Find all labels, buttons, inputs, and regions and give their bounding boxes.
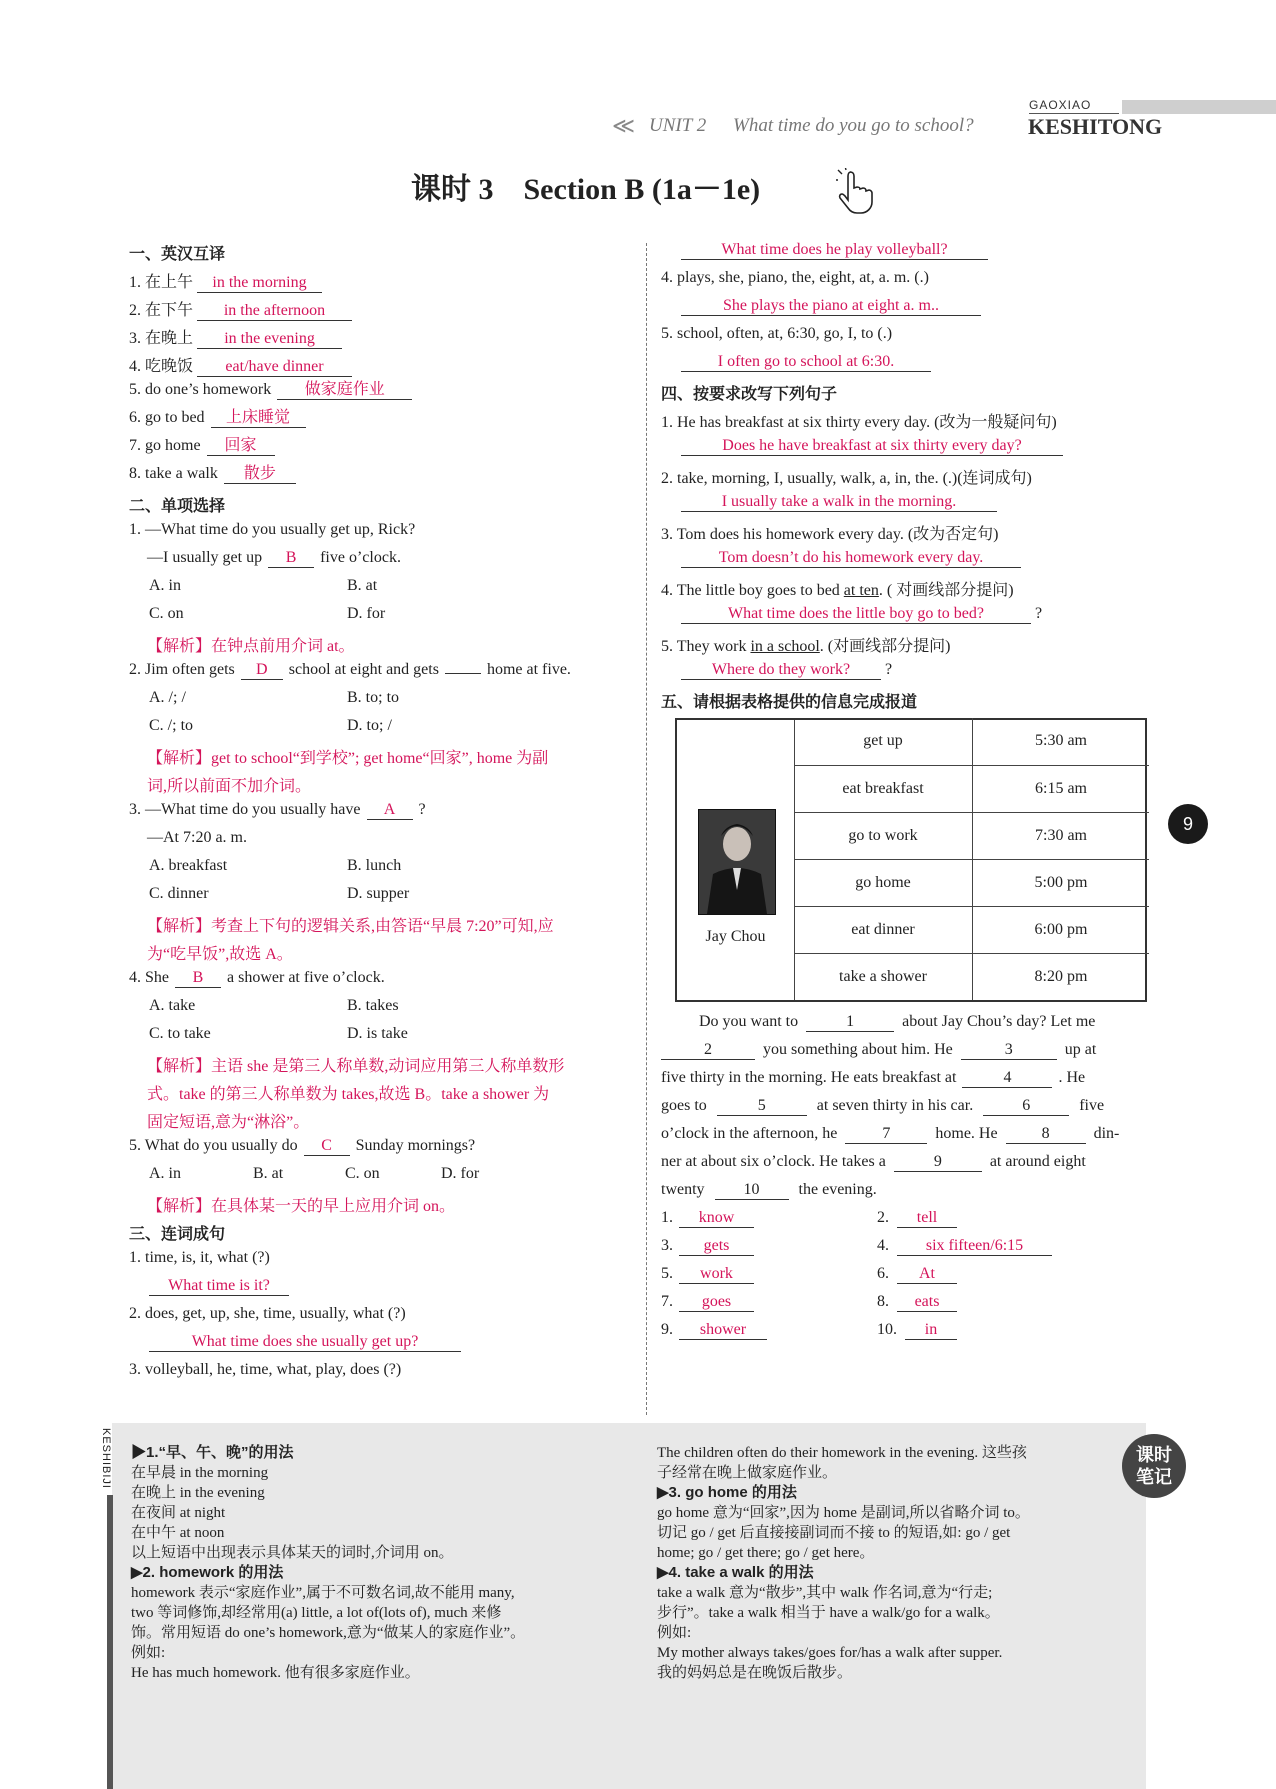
brand-small: GAOXIAO [1029, 98, 1092, 112]
notes-badge: 课时 笔记 [1122, 1434, 1186, 1498]
section5-title: 五、请根据表格提供的信息完成报道 [661, 694, 918, 711]
brand: KESHITONG [1028, 114, 1163, 139]
time-cell: 5:00 pm [973, 859, 1150, 906]
person-name: Jay Chou [705, 928, 766, 945]
option: C. on [149, 605, 184, 622]
answer-blank: I often go to school at 6:30. [681, 353, 931, 372]
answer-blank: 散步 [224, 465, 296, 484]
time-cell: 7:30 am [973, 812, 1150, 859]
blank: 4 [962, 1069, 1052, 1088]
option: D. supper [347, 885, 410, 902]
answer-item: 1. know [661, 1209, 754, 1228]
s4-question: 4. The little boy goes to bed at ten. ( 对画线部分提问) [661, 582, 1014, 599]
answer-blank: B [175, 969, 221, 988]
option: B. at [347, 577, 378, 594]
section1-title: 一、英汉互译 [129, 246, 226, 263]
time-cell: 8:20 pm [973, 953, 1150, 1000]
s4-question: 1. He has breakfast at six thirty every day. (改为一般疑问句) [661, 414, 1057, 431]
option: C. on [345, 1165, 380, 1182]
option: C. to take [149, 1025, 211, 1042]
answer-blank: Where do they work? [681, 661, 881, 680]
s1-item: 8. take a walk 散步 [129, 465, 296, 484]
notes-right: The children often do their homework in the evening. 这些孩 子经常在晚上做家庭作业。 ▶3. go home 的用法 go home 意为“回家”,因为 home 是副词,所以省略介词 to。 切记 go / get 后直接接副词而不接 to 的短语,如: go / get home; go / get there; go / get here。 ▶4. take a walk 的用法 take a walk 意为“散步”,其中 walk 作名词,意为“行走; 步行”。take a walk 相当于 have a walk/go for a walk。 例如: My mother always takes/goes for/has a walk after supper. 我的妈妈总是在晚饭后散步。 [657, 1445, 1030, 1681]
answer-blank: 上床睡觉 [211, 409, 306, 428]
unit-label: UNIT 2 [649, 115, 707, 136]
answer-blank: A [367, 801, 413, 820]
activity-cell: eat dinner [794, 906, 973, 953]
answer-blank: in the afternoon [197, 302, 352, 321]
answer-blank: She plays the piano at eight a. m.. [681, 297, 981, 316]
explanation: 式。take 的第三人称单数为 takes,故选 B。take a shower 为 [147, 1086, 550, 1103]
answer-blank: What time is it? [149, 1277, 289, 1296]
s1-item: 2. 在下午 in the afternoon [129, 297, 352, 321]
s1-item: 4. 吃晚饭 eat/have dinner [129, 353, 352, 377]
passage-line: ner at about six o’clock. He takes a 9 at around eight [661, 1153, 1086, 1172]
s1-item: 5. do one’s homework 做家庭作业 [129, 381, 412, 400]
option: C. /; to [149, 717, 194, 734]
section3-title: 三、连词成句 [129, 1226, 226, 1243]
blank: 6 [983, 1097, 1069, 1116]
passage-line: five thirty in the morning. He eats breakfast at 4 . He [661, 1069, 1085, 1088]
notes-left: ▶1.“早、午、晚”的用法 在早晨 in the morning 在晚上 in the evening 在夜间 at night 在中午 at noon 以上短语中出现表示具体某天的词时,介词用 on。 ▶2. homework 的用法 homework 表示“家庭作业”,属于不可数名词,故不能用 many, two 等词修饰,却经常用(a) little, a lot of(lots of), much 来修 饰。常用短语 do one’s homework,意为“做某人的家庭作业”。 例如: He has much homework. 他有很多家庭作业。 [131, 1444, 526, 1681]
s1-item: 6. go to bed 上床睡觉 [129, 409, 306, 428]
answer-blank: What time does he play volleyball? [681, 241, 988, 260]
s3-question: 4. plays, she, piano, the, eight, at, a. m. (.) [661, 269, 929, 286]
blank: 3 [961, 1041, 1057, 1060]
pointing-hand-icon [836, 168, 882, 221]
answer-blank: B [268, 549, 314, 568]
option: A. in [149, 577, 181, 594]
q3-reply: —At 7:20 a. m. [147, 829, 247, 846]
unit-title: What time do you go to school? [733, 115, 974, 136]
answer-blank: What time does the little boy go to bed? [681, 605, 1031, 624]
q4-stem: 4. She B a shower at five o’clock. [129, 969, 385, 988]
option: B. at [253, 1165, 284, 1182]
s3-question: 2. does, get, up, she, time, usually, what (?) [129, 1305, 406, 1322]
answer-blank: I usually take a walk in the morning. [681, 493, 997, 512]
option: A. in [149, 1165, 181, 1182]
person-photo [698, 809, 776, 915]
option: D. to; / [347, 717, 392, 734]
option: A. /; / [149, 689, 186, 706]
explanation: 【解析】在具体某一天的早上应用介词 on。 [147, 1198, 456, 1215]
answer-blank: C [304, 1137, 350, 1156]
answer-blank: Does he have breakfast at six thirty every day? [681, 437, 1063, 456]
s1-item: 7. go home 回家 [129, 437, 275, 456]
blank: 9 [894, 1153, 982, 1172]
answer-blank: What time does she usually get up? [149, 1333, 461, 1352]
answer-blank: 做家庭作业 [277, 381, 412, 400]
answer-item: 10. in [877, 1321, 957, 1340]
q5-stem: 5. What do you usually do C Sunday mornings? [129, 1137, 475, 1156]
answer-blank: in the morning [197, 274, 322, 293]
option: D. is take [347, 1025, 408, 1042]
q2-stem: 2. Jim often gets D school at eight and gets home at five. [129, 661, 571, 680]
s1-item: 1. 在上午 in the morning [129, 269, 322, 293]
passage-line: 2 you something about him. He 3 up at [661, 1041, 1096, 1060]
header-gray-bar [1122, 100, 1276, 114]
s4-question: 3. Tom does his homework every day. (改为否定句) [661, 526, 999, 543]
q1-reply: —I usually get up B five o’clock. [147, 549, 401, 568]
answer-blank: eat/have dinner [197, 358, 352, 377]
q1-stem: 1. —What time do you usually get up, Rick? [129, 521, 416, 538]
answer-item: 4. six fifteen/6:15 [877, 1237, 1052, 1256]
option: B. takes [347, 997, 399, 1014]
blank [445, 673, 481, 674]
s4-question: 5. They work in a school. (对画线部分提问) [661, 638, 951, 655]
answer-blank: Tom doesn’t do his homework every day. [681, 549, 1021, 568]
q3-stem: 3. —What time do you usually have A ? [129, 801, 426, 820]
answer-item: 5. work [661, 1265, 754, 1284]
activity-cell: go home [794, 859, 973, 906]
option: B. to; to [347, 689, 400, 706]
option: D. for [347, 605, 386, 622]
time-cell: 5:30 am [973, 718, 1150, 765]
section4-title: 四、按要求改写下列句子 [661, 386, 838, 403]
explanation: 为“吃早饭”,故选 A。 [147, 946, 293, 963]
explanation: 【解析】在钟点前用介词 at。 [147, 638, 355, 655]
answer-blank: in the evening [197, 330, 342, 349]
blank: 2 [661, 1041, 755, 1060]
answer-item: 7. goes [661, 1293, 754, 1312]
explanation: 【解析】get to school“到学校”; get home“回家”, home 为副 [147, 750, 549, 767]
lesson-title: 课时 3 Section B (1a－1e) [411, 173, 761, 206]
unit-chevron-icon: ≪ [612, 113, 636, 138]
option: A. take [149, 997, 196, 1014]
column-divider [646, 243, 647, 1415]
schedule-grid [794, 718, 1149, 1000]
notes-side-label: KESHIBIJI [100, 1428, 112, 1489]
s3-question: 3. volleyball, he, time, what, play, does (?) [129, 1361, 402, 1378]
answer-item: 8. eats [877, 1293, 957, 1312]
activity-cell: go to work [794, 812, 973, 859]
answer-item: 6. At [877, 1265, 957, 1284]
time-cell: 6:15 am [973, 765, 1150, 812]
answer-blank: 回家 [207, 437, 275, 456]
person-cell [677, 720, 795, 1000]
page-number: 9 [1168, 804, 1208, 844]
s3-question: 1. time, is, it, what (?) [129, 1249, 270, 1266]
s3-question: 5. school, often, at, 6:30, go, I, to (.) [661, 325, 893, 342]
answer-blank: D [241, 661, 283, 680]
answer-item: 2. tell [877, 1209, 957, 1228]
section2-title: 二、单项选择 [129, 498, 226, 515]
explanation: 【解析】主语 she 是第三人称单数,动词应用第三人称单数形 [147, 1058, 565, 1075]
activity-cell: take a shower [794, 953, 973, 1000]
passage-line: twenty 10 the evening. [661, 1181, 877, 1200]
time-cell: 6:00 pm [973, 906, 1150, 953]
blank: 8 [1006, 1125, 1086, 1144]
s4-question: 2. take, morning, I, usually, walk, a, in, the. (.)(连词成句) [661, 470, 1032, 487]
activity-cell: eat breakfast [794, 765, 973, 812]
option: D. for [441, 1165, 480, 1182]
answer-item: 3. gets [661, 1237, 754, 1256]
passage-line: Do you want to 1 about Jay Chou’s day? Let me [699, 1013, 1095, 1032]
passage-line: goes to 5 at seven thirty in his car. 6 five [661, 1097, 1104, 1116]
s1-item: 3. 在晚上 in the evening [129, 325, 342, 349]
answer-item: 9. shower [661, 1321, 767, 1340]
activity-cell: get up [794, 718, 973, 765]
passage-line: o’clock in the afternoon, he 7 home. He 8 din- [661, 1125, 1119, 1144]
schedule-table [675, 718, 1147, 1002]
blank: 5 [717, 1097, 807, 1116]
explanation: 【解析】考查上下句的逻辑关系,由答语“早晨 7:20”可知,应 [147, 918, 554, 935]
option: A. breakfast [149, 857, 228, 874]
option: B. lunch [347, 857, 402, 874]
option: C. dinner [149, 885, 209, 902]
notes-side-bar [107, 1495, 113, 1789]
explanation: 词,所以前面不加介词。 [147, 778, 312, 795]
blank: 10 [715, 1181, 789, 1200]
explanation: 固定短语,意为“淋浴”。 [147, 1114, 310, 1131]
blank: 1 [806, 1013, 894, 1032]
blank: 7 [845, 1125, 927, 1144]
